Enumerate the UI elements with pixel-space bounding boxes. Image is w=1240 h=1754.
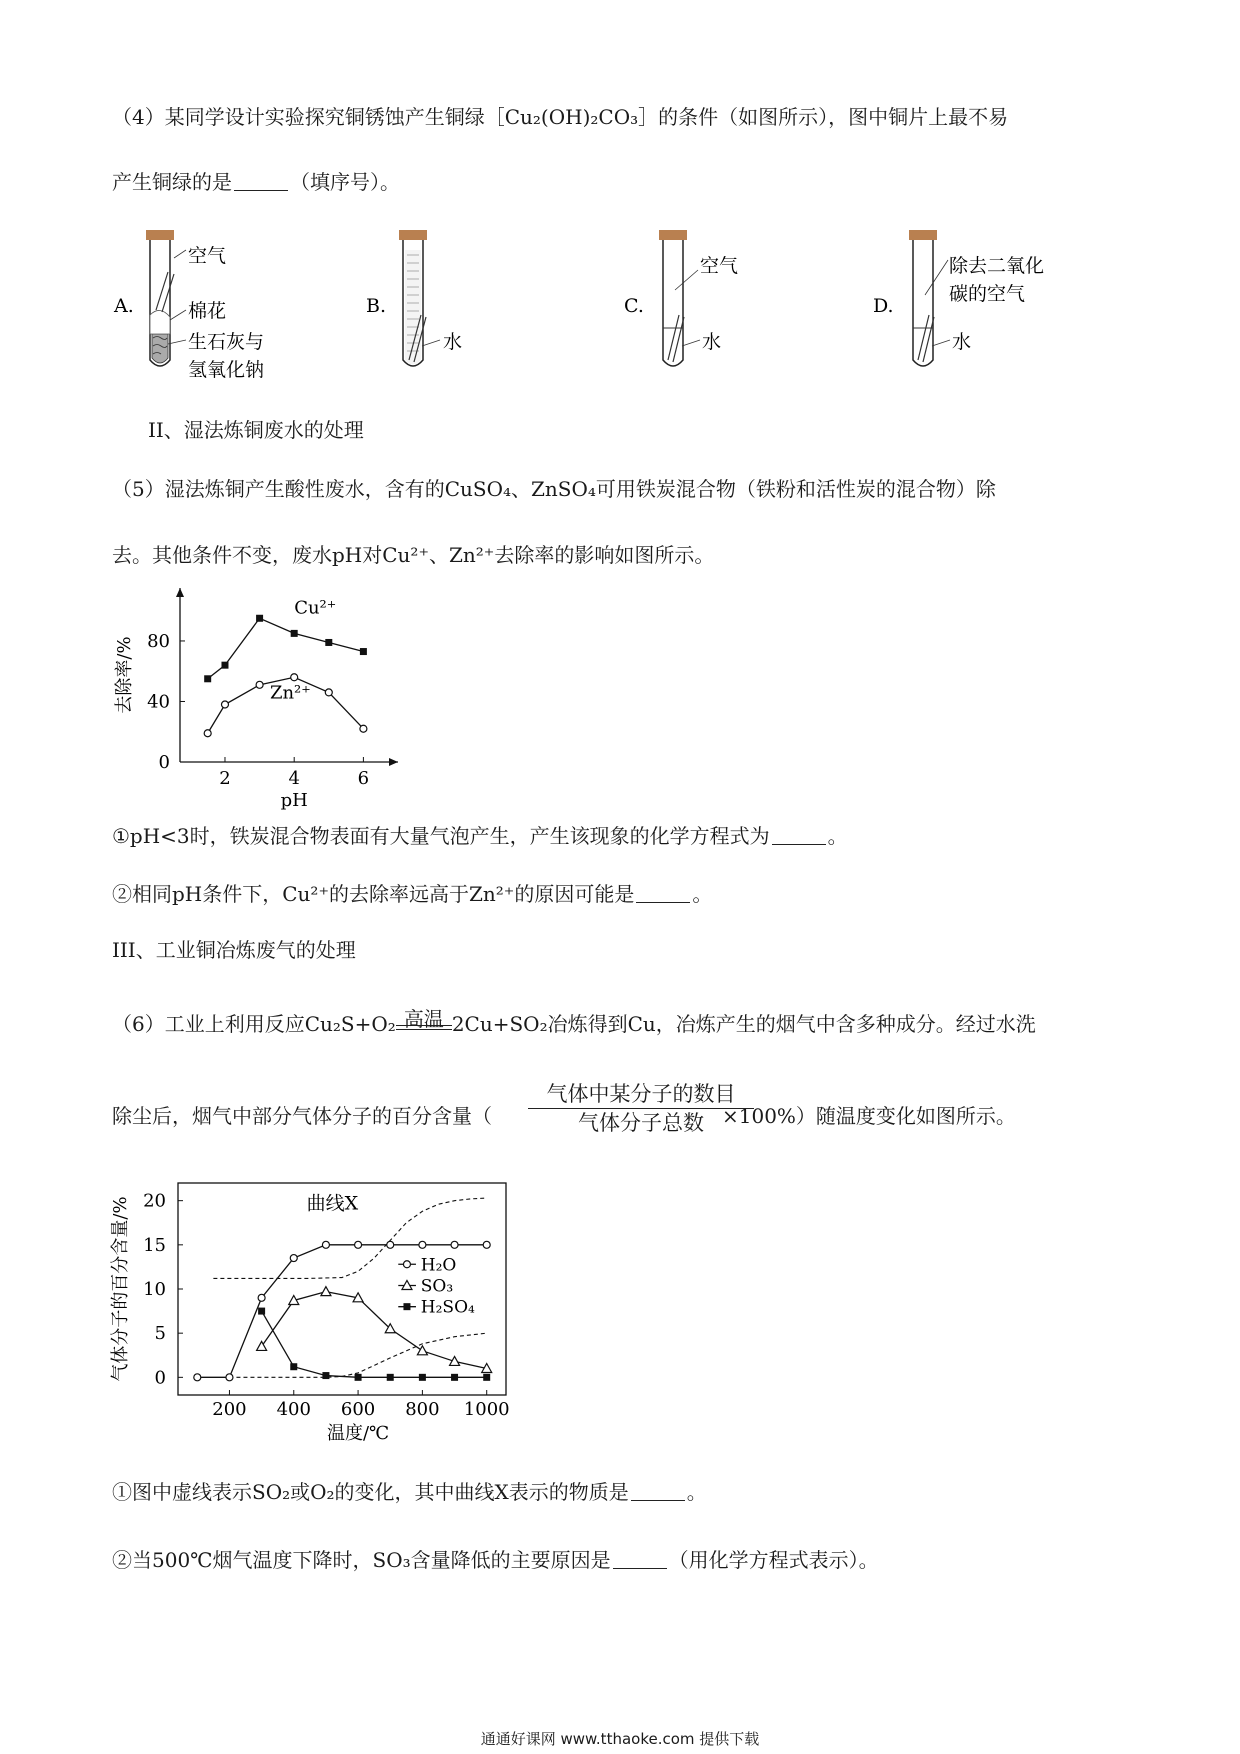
y-tick-label: 0 bbox=[158, 752, 170, 773]
data-point bbox=[321, 1287, 331, 1296]
x-tick-label: 800 bbox=[405, 1399, 440, 1420]
data-point bbox=[360, 648, 367, 655]
data-point bbox=[257, 1341, 267, 1350]
x-tick-label: 6 bbox=[357, 768, 370, 789]
data-point bbox=[322, 1241, 329, 1248]
tube-c-label-water: 水 bbox=[702, 331, 722, 353]
tube-a-label-lime2: 氢氧化钠 bbox=[188, 359, 265, 381]
q6-sub2: ②当500℃烟气温度下降时，SO₃含量降低的主要原因是 （用化学方程式表示）。 bbox=[112, 1548, 879, 1572]
curve-x-label: 曲线X bbox=[306, 1192, 359, 1215]
y-axis-arrow bbox=[176, 588, 184, 597]
x-tick-label: 2 bbox=[219, 768, 231, 789]
data-point bbox=[226, 1374, 233, 1381]
answer-blank[interactable] bbox=[631, 1480, 685, 1501]
y-axis-label: 气体分子的百分含量/% bbox=[110, 1196, 131, 1382]
fraction-denominator: 气体分子总数 bbox=[578, 1111, 704, 1135]
data-point bbox=[417, 1346, 427, 1355]
tube-b bbox=[399, 230, 440, 366]
q6-sub1: ①图中虚线表示SO₂或O₂的变化，其中曲线X表示的物质是 。 bbox=[112, 1480, 707, 1504]
data-point bbox=[419, 1374, 426, 1381]
x-tick-label: 4 bbox=[288, 768, 300, 789]
data-point bbox=[221, 662, 228, 669]
tube-a-label-cotton: 棉花 bbox=[188, 300, 227, 322]
data-point bbox=[483, 1241, 490, 1248]
data-point bbox=[291, 630, 298, 637]
data-point bbox=[256, 615, 263, 622]
tube-d-label-2: 碳的空气 bbox=[949, 283, 1026, 305]
data-point bbox=[325, 639, 332, 646]
tube-c-label-air: 空气 bbox=[700, 255, 739, 277]
y-tick-label: 80 bbox=[147, 630, 170, 652]
fraction bbox=[528, 1080, 754, 1137]
data-point bbox=[204, 675, 211, 682]
section-heading-2: II、湿法炼铜废水的处理 bbox=[148, 418, 364, 442]
y-axis-label: 去除率/% bbox=[114, 636, 135, 714]
data-point bbox=[419, 1241, 426, 1248]
data-point bbox=[258, 1308, 265, 1315]
tube-d bbox=[909, 230, 950, 366]
q5-sub2: ②相同pH条件下，Cu²⁺的去除率远高于Zn²⁺的原因可能是 。 bbox=[112, 882, 713, 906]
data-point bbox=[290, 1363, 297, 1370]
gas-content-chart bbox=[106, 1175, 516, 1445]
x-tick-label: 600 bbox=[340, 1399, 376, 1420]
q5-sub1: ①pH<3时，铁炭混合物表面有大量气泡产生，产生该现象的化学方程式为 。 bbox=[112, 824, 848, 848]
data-point bbox=[258, 1294, 265, 1301]
legend-marker bbox=[403, 1261, 410, 1268]
data-point bbox=[483, 1374, 490, 1381]
y-tick-label: 20 bbox=[143, 1190, 166, 1212]
data-point bbox=[204, 730, 211, 737]
tube-c-letter: C. bbox=[624, 295, 644, 317]
answer-blank[interactable] bbox=[613, 1548, 667, 1569]
y-tick-label: 15 bbox=[143, 1234, 166, 1256]
x-axis-label: 温度/℃ bbox=[326, 1423, 390, 1444]
section-heading-3: III、工业铜冶炼废气的处理 bbox=[112, 938, 356, 962]
q5-line2: 去。其他条件不变，废水pH对Cu²⁺、Zn²⁺去除率的影响如图所示。 bbox=[112, 543, 715, 567]
data-point bbox=[291, 674, 298, 681]
data-point bbox=[290, 1255, 297, 1262]
tube-a-label-lime1: 生石灰与 bbox=[188, 331, 265, 353]
series-label-zn: Zn²⁺ bbox=[269, 682, 311, 704]
answer-blank[interactable] bbox=[636, 882, 690, 903]
data-point bbox=[221, 701, 228, 708]
tube-d-label-water: 水 bbox=[952, 331, 972, 353]
data-point bbox=[451, 1241, 458, 1248]
legend-label: SO₃ bbox=[420, 1276, 454, 1297]
data-point bbox=[360, 725, 367, 732]
x-tick-label: 200 bbox=[212, 1399, 247, 1420]
legend-marker bbox=[403, 1303, 410, 1310]
legend-label: H₂O bbox=[420, 1255, 457, 1276]
footer: 通通好课网 www.tthaoke.com 提供下载 bbox=[480, 1730, 760, 1748]
series-line-0 bbox=[208, 618, 364, 679]
tube-a-letter: A. bbox=[114, 295, 134, 317]
tube-a-label-air: 空气 bbox=[188, 245, 227, 267]
tube-c bbox=[659, 230, 700, 366]
q4-line1: （4）某同学设计实验探究铜锈蚀产生铜绿［Cu₂(OH)₂CO₃］的条件（如图所示），图中铜片上最不易 bbox=[112, 105, 1009, 129]
data-point bbox=[451, 1374, 458, 1381]
removal-rate-chart bbox=[108, 578, 428, 818]
data-point bbox=[256, 681, 263, 688]
q4-line2: 产生铜绿的是 （填序号）。 bbox=[112, 170, 400, 194]
y-tick-label: 40 bbox=[147, 691, 170, 713]
legend-label: H₂SO₄ bbox=[420, 1297, 475, 1318]
tube-a bbox=[146, 230, 186, 366]
dashed-curve-1 bbox=[229, 1333, 486, 1377]
x-axis-label: pH bbox=[280, 790, 308, 811]
tube-b-label-water: 水 bbox=[443, 331, 463, 353]
data-point bbox=[194, 1374, 201, 1381]
x-tick-label: 1000 bbox=[463, 1399, 510, 1420]
test-tube-diagram bbox=[0, 220, 1240, 400]
tube-b-letter: B. bbox=[366, 295, 387, 317]
data-point bbox=[325, 689, 332, 696]
tube-d-label-1: 除去二氧化 bbox=[949, 255, 1045, 277]
tube-d-letter: D. bbox=[873, 295, 894, 317]
data-point bbox=[387, 1241, 394, 1248]
answer-blank[interactable] bbox=[772, 824, 826, 845]
q6-line2: 除尘后，烟气中部分气体分子的百分含量（ ×100%）随温度变化如图所示。 bbox=[112, 1104, 1016, 1128]
data-point bbox=[387, 1374, 394, 1381]
q5-line1: （5）湿法炼铜产生酸性废水，含有的CuSO₄、ZnSO₄可用铁炭混合物（铁粉和活性炭的混合物）除 bbox=[112, 477, 996, 501]
q6-line1: （6）工业上利用反应Cu₂S+O₂ 高温 2Cu+SO₂冶炼得到Cu，冶炼产生的烟气中含多种成分。经过水洗 bbox=[112, 1007, 1036, 1036]
x-tick-label: 400 bbox=[276, 1399, 311, 1420]
data-point bbox=[355, 1374, 362, 1381]
answer-blank[interactable] bbox=[234, 170, 288, 191]
y-tick-label: 5 bbox=[154, 1323, 166, 1345]
fraction-numerator: 气体中某分子的数目 bbox=[528, 1080, 754, 1109]
data-point bbox=[322, 1372, 329, 1379]
y-tick-label: 10 bbox=[143, 1279, 166, 1300]
data-point bbox=[355, 1241, 362, 1248]
x-axis-arrow bbox=[389, 758, 398, 766]
y-tick-label: 0 bbox=[154, 1367, 166, 1389]
series-label-cu: Cu²⁺ bbox=[294, 597, 337, 619]
